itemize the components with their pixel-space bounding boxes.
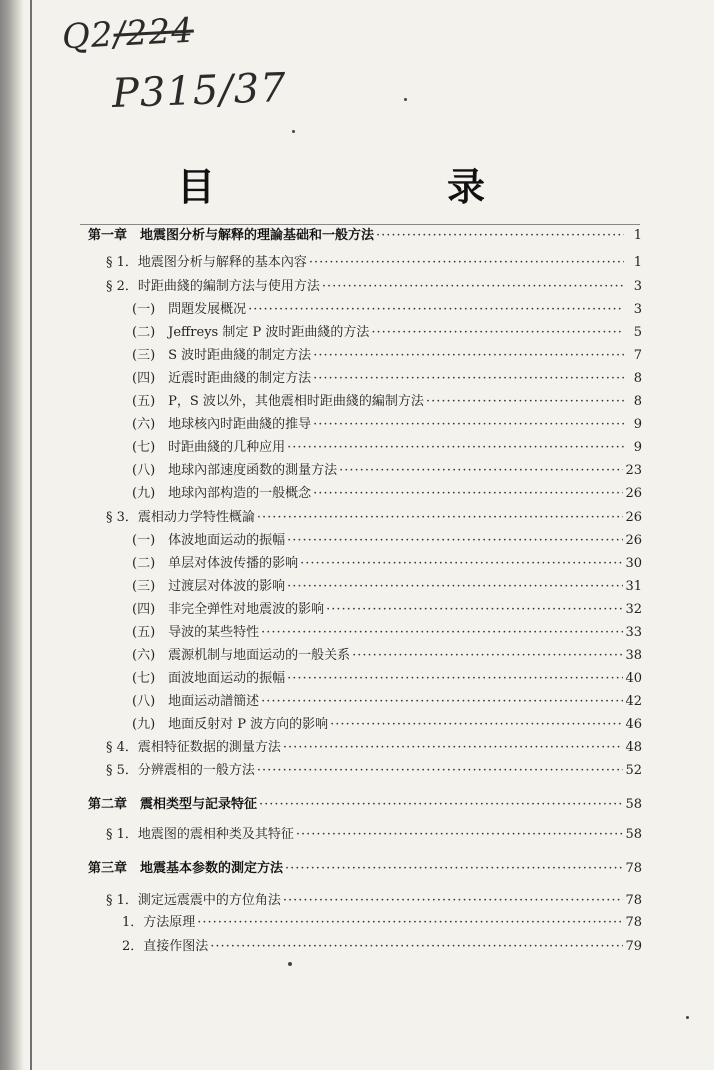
- toc-leader-dots: [326, 602, 623, 618]
- toc-page-number: 1: [633, 228, 642, 243]
- toc-subsection-entry: [132, 717, 642, 733]
- toc-entry-title: (八) 地球內部速度函数的測量方法: [132, 463, 338, 478]
- toc-entry-title: (九) 地球內部构造的一般概念: [132, 486, 312, 501]
- toc-subsection-entry: [122, 939, 642, 955]
- toc-entry-title: (一) 体波地面运动的振幅: [132, 533, 286, 548]
- toc-leader-dots: [426, 394, 624, 410]
- toc-entry-title: 第三章 地震基本参数的測定方法: [88, 861, 284, 876]
- toc-subsection-entry: [132, 417, 642, 433]
- toc-section-entry: [106, 279, 642, 295]
- toc-page-number: 78: [625, 893, 642, 908]
- toc-entry-title: 1．方法原理: [122, 915, 196, 930]
- toc-leader-dots: [300, 556, 623, 572]
- toc-entry-title: § 5．分辨震相的一般方法: [106, 763, 255, 778]
- toc-subsection-entry: [132, 371, 642, 387]
- toc-leader-dots: [371, 325, 624, 341]
- toc-entry-title: 2．直接作图法: [122, 939, 209, 954]
- toc-entry-title: § 4．震相特征数据的測量方法: [106, 740, 281, 755]
- toc-leader-dots: [285, 861, 623, 877]
- toc-page-number: 23: [625, 463, 642, 478]
- toc-entry-title: § 1．地震图的震相种类及其特征: [106, 827, 294, 842]
- toc-leader-dots: [257, 510, 624, 526]
- scan-speck: [292, 130, 295, 133]
- toc-chapter-entry: [88, 861, 642, 877]
- toc-entry-title: (七) 面波地面运动的振幅: [132, 671, 286, 686]
- toc-page-number: 7: [633, 348, 642, 363]
- scan-speck: [686, 1016, 689, 1019]
- toc-leader-dots: [287, 671, 623, 687]
- toc-entry-title: (七) 时距曲綫的几种应用: [132, 440, 286, 455]
- toc-page-number: 9: [633, 440, 642, 455]
- toc-leader-dots: [296, 827, 624, 843]
- toc-chapter-entry: [88, 228, 642, 244]
- toc-subsection-entry: [132, 348, 642, 364]
- toc-leader-dots: [287, 533, 623, 549]
- toc-section-entry: [106, 893, 642, 909]
- toc-entry-title: § 2．时距曲綫的編制方法与使用方法: [106, 279, 320, 294]
- toc-leader-dots: [283, 893, 624, 909]
- handwritten-call-number: [61, 11, 195, 58]
- toc-subsection-entry: [132, 533, 642, 549]
- toc-page-number: 32: [625, 602, 642, 617]
- toc-entry-title: (三) S 波时距曲綫的制定方法: [132, 348, 312, 363]
- toc-subsection-entry: [132, 625, 642, 641]
- toc-section-entry: [106, 510, 642, 526]
- toc-page-number: 26: [625, 533, 642, 548]
- toc-section-entry: [106, 255, 642, 271]
- toc-page-number: 78: [625, 915, 642, 930]
- toc-subsection-entry: [132, 602, 642, 618]
- page-title: 目 录: [176, 165, 537, 209]
- scan-speck: [404, 98, 407, 101]
- toc-page-number: 8: [633, 371, 642, 386]
- toc-page-number: 46: [625, 717, 642, 732]
- handwritten-shelf-mark: P315/37: [111, 64, 288, 118]
- toc-subsection-entry: [122, 915, 642, 931]
- toc-subsection-entry: [132, 325, 642, 341]
- toc-entry-title: (五) 导波的某些特性: [132, 625, 260, 640]
- toc-leader-dots: [257, 763, 624, 779]
- toc-subsection-entry: [132, 648, 642, 664]
- toc-page-number: 78: [625, 861, 642, 876]
- toc-section-entry: [106, 763, 642, 779]
- toc-page-number: 52: [625, 763, 642, 778]
- toc-page-number: 30: [625, 556, 642, 571]
- top-rule: [80, 224, 640, 225]
- toc-entry-title: (二) Jeffreys 制定 P 波时距曲綫的方法: [132, 325, 370, 340]
- toc-page-number: 58: [625, 827, 642, 842]
- toc-leader-dots: [313, 371, 624, 387]
- toc-leader-dots: [261, 694, 623, 710]
- toc-subsection-entry: [132, 440, 642, 456]
- toc-leader-dots: [313, 486, 623, 502]
- toc-page-number: 58: [625, 797, 642, 812]
- toc-entry-title: (二) 单层对体波传播的影响: [132, 556, 299, 571]
- toc-page-number: 40: [625, 671, 642, 686]
- toc-leader-dots: [287, 579, 623, 595]
- toc-page-number: 48: [625, 740, 642, 755]
- toc-page-number: 79: [625, 939, 642, 954]
- toc-leader-dots: [210, 939, 623, 955]
- toc-leader-dots: [287, 440, 624, 456]
- toc-subsection-entry: [132, 463, 642, 479]
- toc-entry-title: (九) 地面反射对 P 波方向的影响: [132, 717, 329, 732]
- toc-entry-title: 第二章 震相类型与記录特征: [88, 797, 258, 812]
- toc-leader-dots: [352, 648, 623, 664]
- toc-entry-title: (五) P，S 波以外，其他震相时距曲綫的編制方法: [132, 394, 424, 409]
- toc-page-number: 26: [625, 510, 642, 525]
- toc-leader-dots: [259, 797, 623, 813]
- toc-page-number: 38: [625, 648, 642, 663]
- toc-leader-dots: [197, 915, 623, 931]
- toc-leader-dots: [376, 228, 624, 244]
- toc-section-entry: [106, 827, 642, 843]
- toc-subsection-entry: [132, 671, 642, 687]
- toc-subsection-entry: [132, 486, 642, 502]
- toc-subsection-entry: [132, 579, 642, 595]
- toc-leader-dots: [313, 348, 624, 364]
- toc-entry-title: (四) 近震时距曲綫的制定方法: [132, 371, 312, 386]
- toc-subsection-entry: [132, 302, 642, 318]
- toc-leader-dots: [309, 255, 624, 271]
- toc-page-number: 26: [625, 486, 642, 501]
- toc-entry-title: (八) 地面运动譜簡述: [132, 694, 260, 709]
- toc-leader-dots: [248, 302, 624, 318]
- toc-leader-dots: [261, 625, 623, 641]
- toc-entry-title: 第一章 地震图分析与解释的理論基础和一般方法: [88, 228, 375, 243]
- toc-page-number: 8: [633, 394, 642, 409]
- toc-entry-title: § 1．測定远震震中的方位角法: [106, 893, 281, 908]
- toc-leader-dots: [330, 717, 623, 733]
- toc-page-number: 42: [625, 694, 642, 709]
- toc-chapter-entry: [88, 797, 642, 813]
- toc-page-number: 9: [633, 417, 642, 432]
- toc-subsection-entry: [132, 556, 642, 572]
- scan-speck: [288, 962, 292, 966]
- toc-page-number: 5: [633, 325, 642, 340]
- handwritten-call-number-prefix: Q2: [61, 14, 115, 58]
- toc-leader-dots: [313, 417, 624, 433]
- toc-leader-dots: [322, 279, 624, 295]
- toc-entry-title: (四) 非完全弹性对地震波的影响: [132, 602, 325, 617]
- toc-entry-title: § 3．震相动力学特性概論: [106, 510, 255, 525]
- toc-page-number: 33: [625, 625, 642, 640]
- toc-entry-title: (三) 过渡层对体波的影响: [132, 579, 286, 594]
- toc-entry-title: (一) 問題发展概况: [132, 302, 247, 317]
- toc-page-number: 3: [633, 279, 642, 294]
- toc-page-number: 1: [633, 255, 642, 270]
- toc-leader-dots: [339, 463, 623, 479]
- toc-entry-title: (六) 地球核內时距曲綫的推导: [132, 417, 312, 432]
- toc-subsection-entry: [132, 394, 642, 410]
- toc-subsection-entry: [132, 694, 642, 710]
- toc-entry-title: (六) 震源机制与地面运动的一般关系: [132, 648, 351, 663]
- toc-leader-dots: [283, 740, 624, 756]
- handwritten-call-number-struck: /224: [112, 10, 195, 55]
- toc-entry-title: § 1．地震图分析与解释的基本內容: [106, 255, 307, 270]
- toc-section-entry: [106, 740, 642, 756]
- toc-page-number: 31: [625, 579, 642, 594]
- toc-page-number: 3: [633, 302, 642, 317]
